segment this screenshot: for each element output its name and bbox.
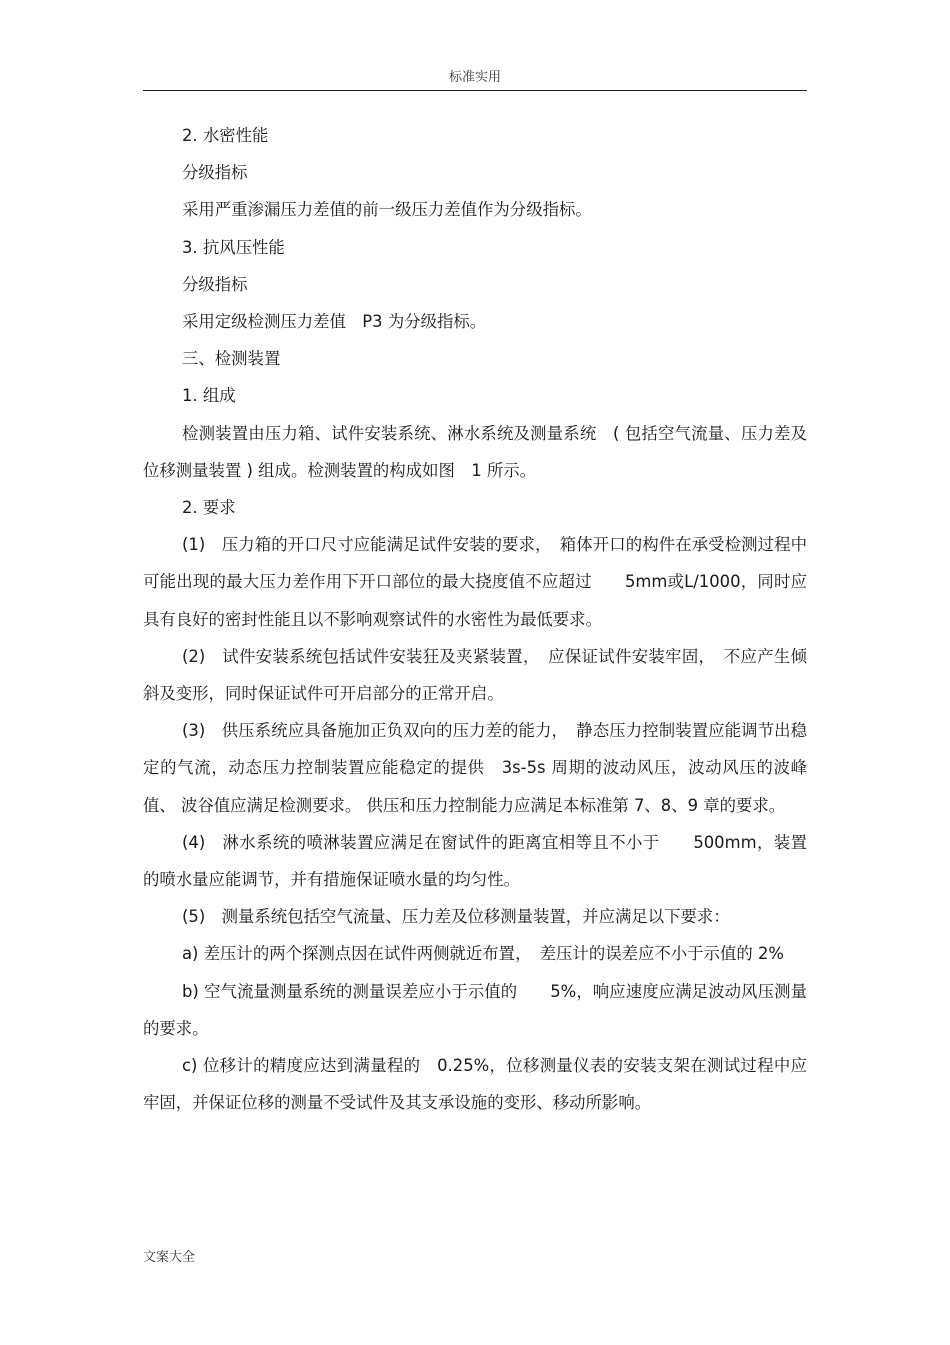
sub-requirement-item: b) 空气流量测量系统的测量误差应小于示值的 5%，响应速度应满足波动风压测量的要求。 <box>143 981 807 1038</box>
requirement-item: (3) 供压系统应具备施加正负双向的压力差的能力， 静态压力控制装置应能调节出稳定的气流，动态压力控制装置应能稳定的提供 3s-5s 周期的波动风压，波动风压的波峰值、 波谷值应满足检测要求。 供压和压力控制能力应满足本标准第 7、8、9 章的要求。 <box>143 721 807 815</box>
subheading-composition: 1. 组成 <box>182 386 236 406</box>
subheading-grading-index: 分级指标 <box>182 274 248 294</box>
section-heading-test-apparatus: 三、检测装置 <box>182 349 281 369</box>
requirement-item: (4) 淋水系统的喷淋装置应满足在窗试件的距离宜相等且不小于 500mm，装置的喷水量应能调节，并有措施保证喷水量的均匀性。 <box>143 832 807 890</box>
paragraph: 采用定级检测压力差值 P3 为分级指标。 <box>182 312 487 332</box>
requirement-item: (1) 压力箱的开口尺寸应能满足试件安装的要求， 箱体开口的构件在承受检测过程中可能出现的最大压力差作用下开口部位的最大挠度值不应超过 5mm或L/1000，同时应具有良好的密封性能且以不影响观察试件的水密性为最低要求。 <box>143 535 807 629</box>
section-heading-wind-pressure: 3. 抗风压性能 <box>182 237 285 257</box>
sub-requirement-item: a) 差压计的两个探测点因在试件两侧就近布置， 差压计的误差应不小于示值的 2% <box>182 944 784 964</box>
paragraph: 检测装置由压力箱、试件安装系统、淋水系统及测量系统 ( 包括空气流量、压力差及位移测量装置 ) 组成。检测装置的构成如图 1 所示。 <box>143 423 807 480</box>
header-divider <box>143 90 807 91</box>
header-title: 标准实用 <box>448 70 501 85</box>
paragraph: 采用严重渗漏压力差值的前一级压力差值作为分级指标。 <box>182 200 592 220</box>
page-footer: 文案大全 <box>143 1250 196 1265</box>
section-heading-water-tightness: 2. 水密性能 <box>182 126 269 145</box>
requirement-item: (2) 试件安装系统包括试件安装狂及夹紧装置， 应保证试件安装牢固， 不应产生倾斜及变形，同时保证试件可开启部分的正常开启。 <box>143 646 807 704</box>
document-body <box>143 117 807 1121</box>
subheading-requirements: 2. 要求 <box>182 498 236 518</box>
subheading-grading-index: 分级指标 <box>182 163 248 183</box>
requirement-item: (5) 测量系统包括空气流量、压力差及位移测量装置，并应满足以下要求： <box>182 907 730 927</box>
sub-requirement-item: c) 位移计的精度应达到满量程的 0.25%，位移测量仪表的安装支架在测试过程中应牢固，并保证位移的测量不受试件及其支承设施的变形、移动所影响。 <box>143 1056 807 1113</box>
